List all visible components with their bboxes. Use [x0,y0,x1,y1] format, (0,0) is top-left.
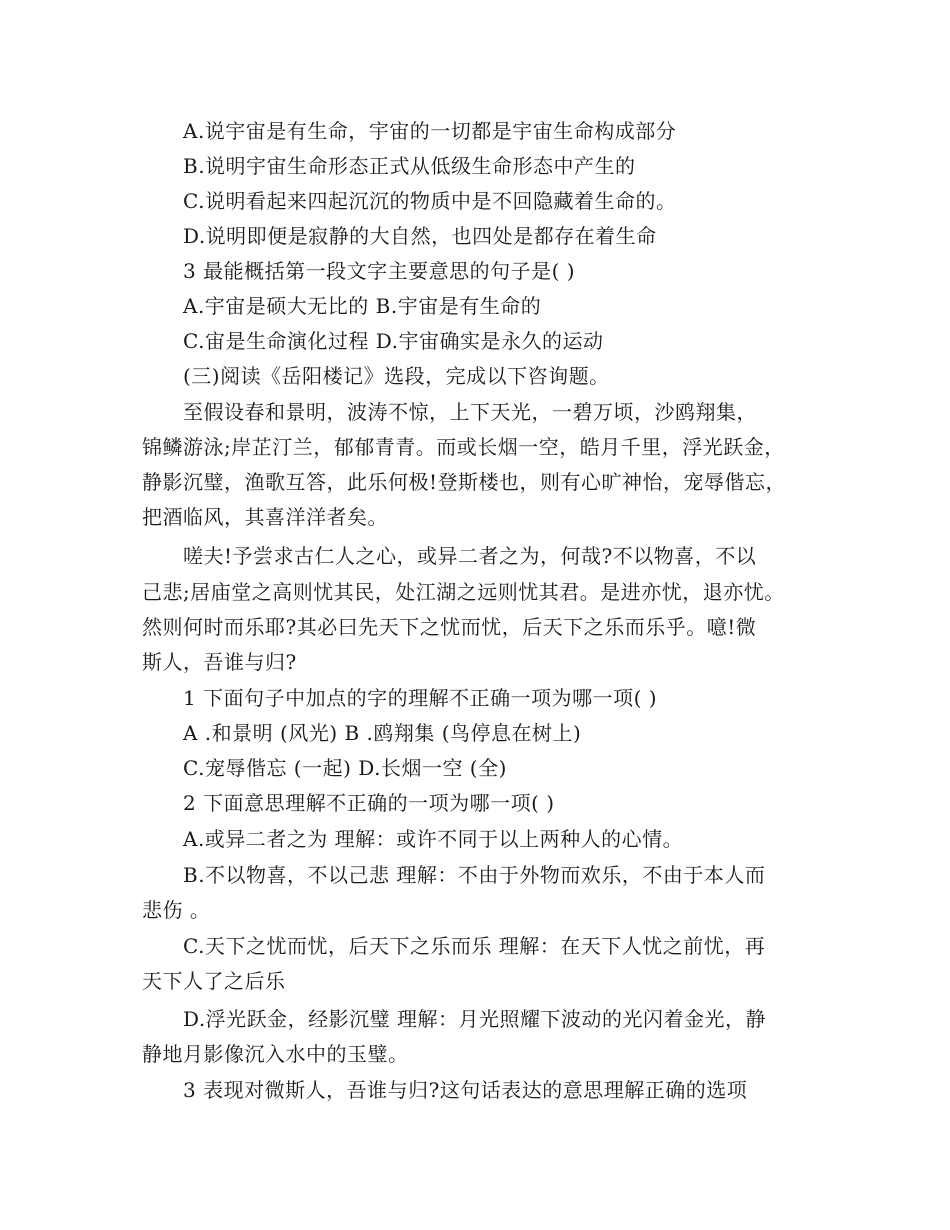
option-line: C.宙是生命演化过程 D.宇宙确实是永久的运动 [183,329,604,353]
option-line: A.说宇宙是有生命，宇宙的一切都是宇宙生命构成部分 [183,119,677,143]
option-line: 悲伤 。 [142,898,211,922]
option-line: 天下人了之后乐 [142,969,286,993]
passage-line: 己悲;居庙堂之高则忧其民，处江湖之远则忧其君。是进亦忧，退亦忧。 [142,580,785,604]
question-line: 3 表现对微斯人，吾谁与归?这句话表达的意思理解正确的选项 [183,1078,748,1102]
passage-line: 嗟夫!予尝求古仁人之心，或异二者之为，何哉?不以物喜，不以 [183,544,757,568]
option-line: A.或异二者之为 理解：或许不同于以上两种人的心情。 [183,827,684,851]
passage-line: 至假设春和景明，波涛不惊，上下天光，一碧万顷，沙鸥翔集， [183,400,757,424]
passage-line: 静影沉璧，渔歌互答，此乐何极!登斯楼也，则有心旷神怡，宠辱偕忘， [142,470,787,494]
option-line: B.说明宇宙生命形态正式从低级生命形态中产生的 [183,154,636,178]
passage-line: 斯人，吾谁与归? [142,650,297,674]
passage-line: 把酒临风，其喜洋洋者矣。 [142,505,388,529]
question-line: 1 下面句子中加点的字的理解不正确一项为哪一项( ) [183,686,658,710]
option-line: 静地月影像沉入水中的玉璧。 [142,1042,409,1066]
passage-line: 锦鳞游泳;岸芷汀兰，郁郁青青。而或长烟一空，皓月千里，浮光跃金， [142,435,785,459]
option-line: D.浮光跃金，经影沉璧 理解：月光照耀下波动的光闪着金光，静 [183,1007,767,1031]
option-line: B.不以物喜，不以己悲 理解：不由于外物而欢乐，不由于本人而 [183,863,766,887]
option-line: C.宠辱偕忘 (一起) D.长烟一空 (全) [183,756,507,780]
question-line: 2 下面意思理解不正确的一项为哪一项( ) [183,791,555,815]
option-line: C.说明看起来四起沉沉的物质中是不回隐藏着生命的。 [183,189,677,213]
option-line: D.说明即便是寂静的大自然，也四处是都存在着生命 [183,224,657,248]
option-line: A .和景明 (风光) B .鸥翔集 (鸟停息在树上) [183,721,582,745]
passage-line: 然则何时而乐耶?其必曰先天下之忧而忧，后天下之乐而乐乎。噫!微 [142,615,757,639]
question-line: 3 最能概括第一段文字主要意思的句子是( ) [183,259,576,283]
section-heading: (三)阅读《岳阳楼记》选段，完成以下咨询题。 [183,364,610,388]
option-line: C.天下之忧而忧，后天下之乐而乐 理解：在天下人忧之前忧，再 [183,934,766,958]
option-line: A.宇宙是硕大无比的 B.宇宙是有生命的 [183,294,542,318]
